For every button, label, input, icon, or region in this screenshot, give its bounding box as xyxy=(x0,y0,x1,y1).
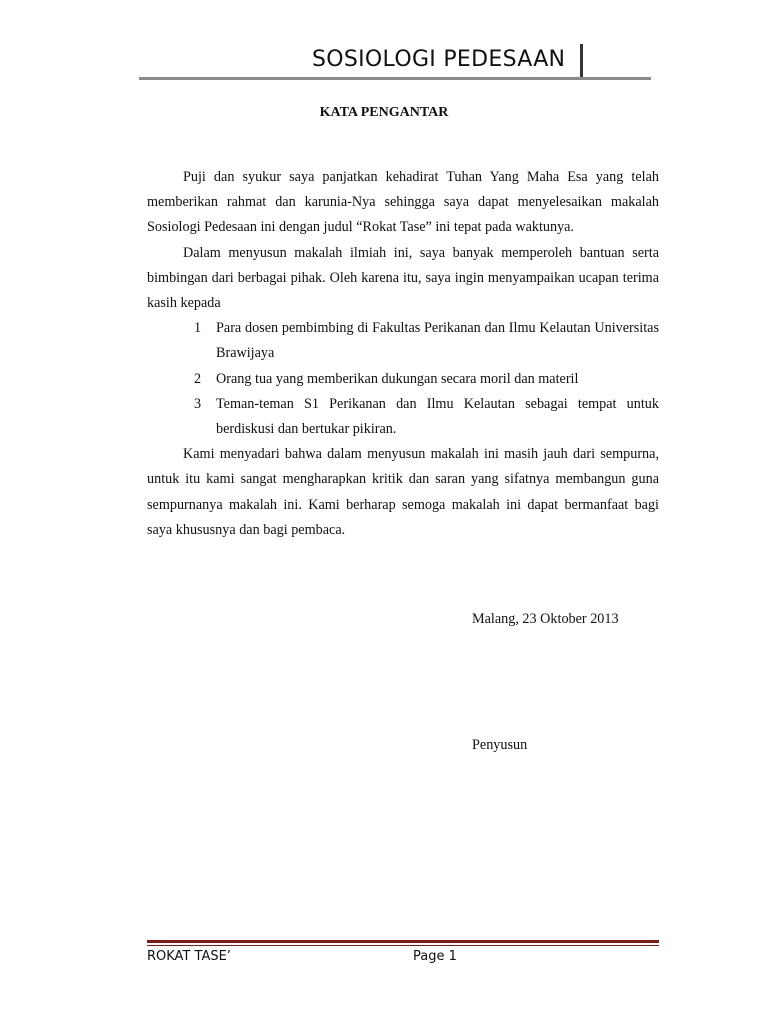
paragraph-thanks: Dalam menyusun makalah ilmiah ini, saya banyak memperoleh bantuan serta bimbingan dari berbagai pihak. Oleh karena itu, saya ingin menyampaikan ucapan terima kasih kepada xyxy=(147,244,659,312)
footer-rule-thin xyxy=(147,945,659,946)
thanks-list xyxy=(147,316,659,442)
list-item-text: Orang tua yang memberikan dukungan secara moril dan materil xyxy=(216,370,579,387)
paragraph-opening: Puji dan syukur saya panjatkan kehadirat Tuhan Yang Maha Esa yang telah memberikan rahmat dan karunia-Nya sehingga saya dapat menyelesaikan makalah Sosiologi Pedesaan ini dengan judul “Rokat Tase” ini tepat pada waktunya. xyxy=(147,169,659,236)
list-item xyxy=(147,367,659,392)
list-item-number: 1 xyxy=(194,320,202,337)
footer-document-title: ROKAT TASE’ xyxy=(147,949,231,964)
list-item xyxy=(147,316,659,366)
document-body xyxy=(147,165,659,543)
header-vertical-bar xyxy=(580,44,583,77)
place-date: Malang, 23 Oktober 2013 xyxy=(472,611,619,627)
list-item-text: Para dosen pembimbing di Fakultas Perikanan dan Ilmu Kelautan Universitas Brawijaya xyxy=(216,320,659,362)
footer-page-number: Page 1 xyxy=(413,949,457,964)
list-item-number: 2 xyxy=(194,370,202,387)
signature-label: Penyusun xyxy=(472,737,528,753)
header-title: SOSIOLOGI PEDESAAN xyxy=(312,47,566,72)
header-rule xyxy=(139,77,651,80)
paragraph-closing: Kami menyadari bahwa dalam menyusun makalah ini masih jauh dari sempurna, untuk itu kami sangat mengharapkan kritik dan saran yang sifatnya membangun guna sempurnanya makalah ini. Kami berharap semoga makalah ini dapat bermanfaat bagi saya khususnya dan bagi pembaca. xyxy=(147,446,659,538)
list-item-text: Teman-teman S1 Perikanan dan Ilmu Kelautan sebagai tempat untuk berdiskusi dan bertukar pikiran. xyxy=(216,395,659,438)
footer-rule-thick xyxy=(147,940,659,943)
list-item xyxy=(147,392,659,442)
list-item-number: 3 xyxy=(194,395,202,412)
document-heading: KATA PENGANTAR xyxy=(319,105,449,120)
